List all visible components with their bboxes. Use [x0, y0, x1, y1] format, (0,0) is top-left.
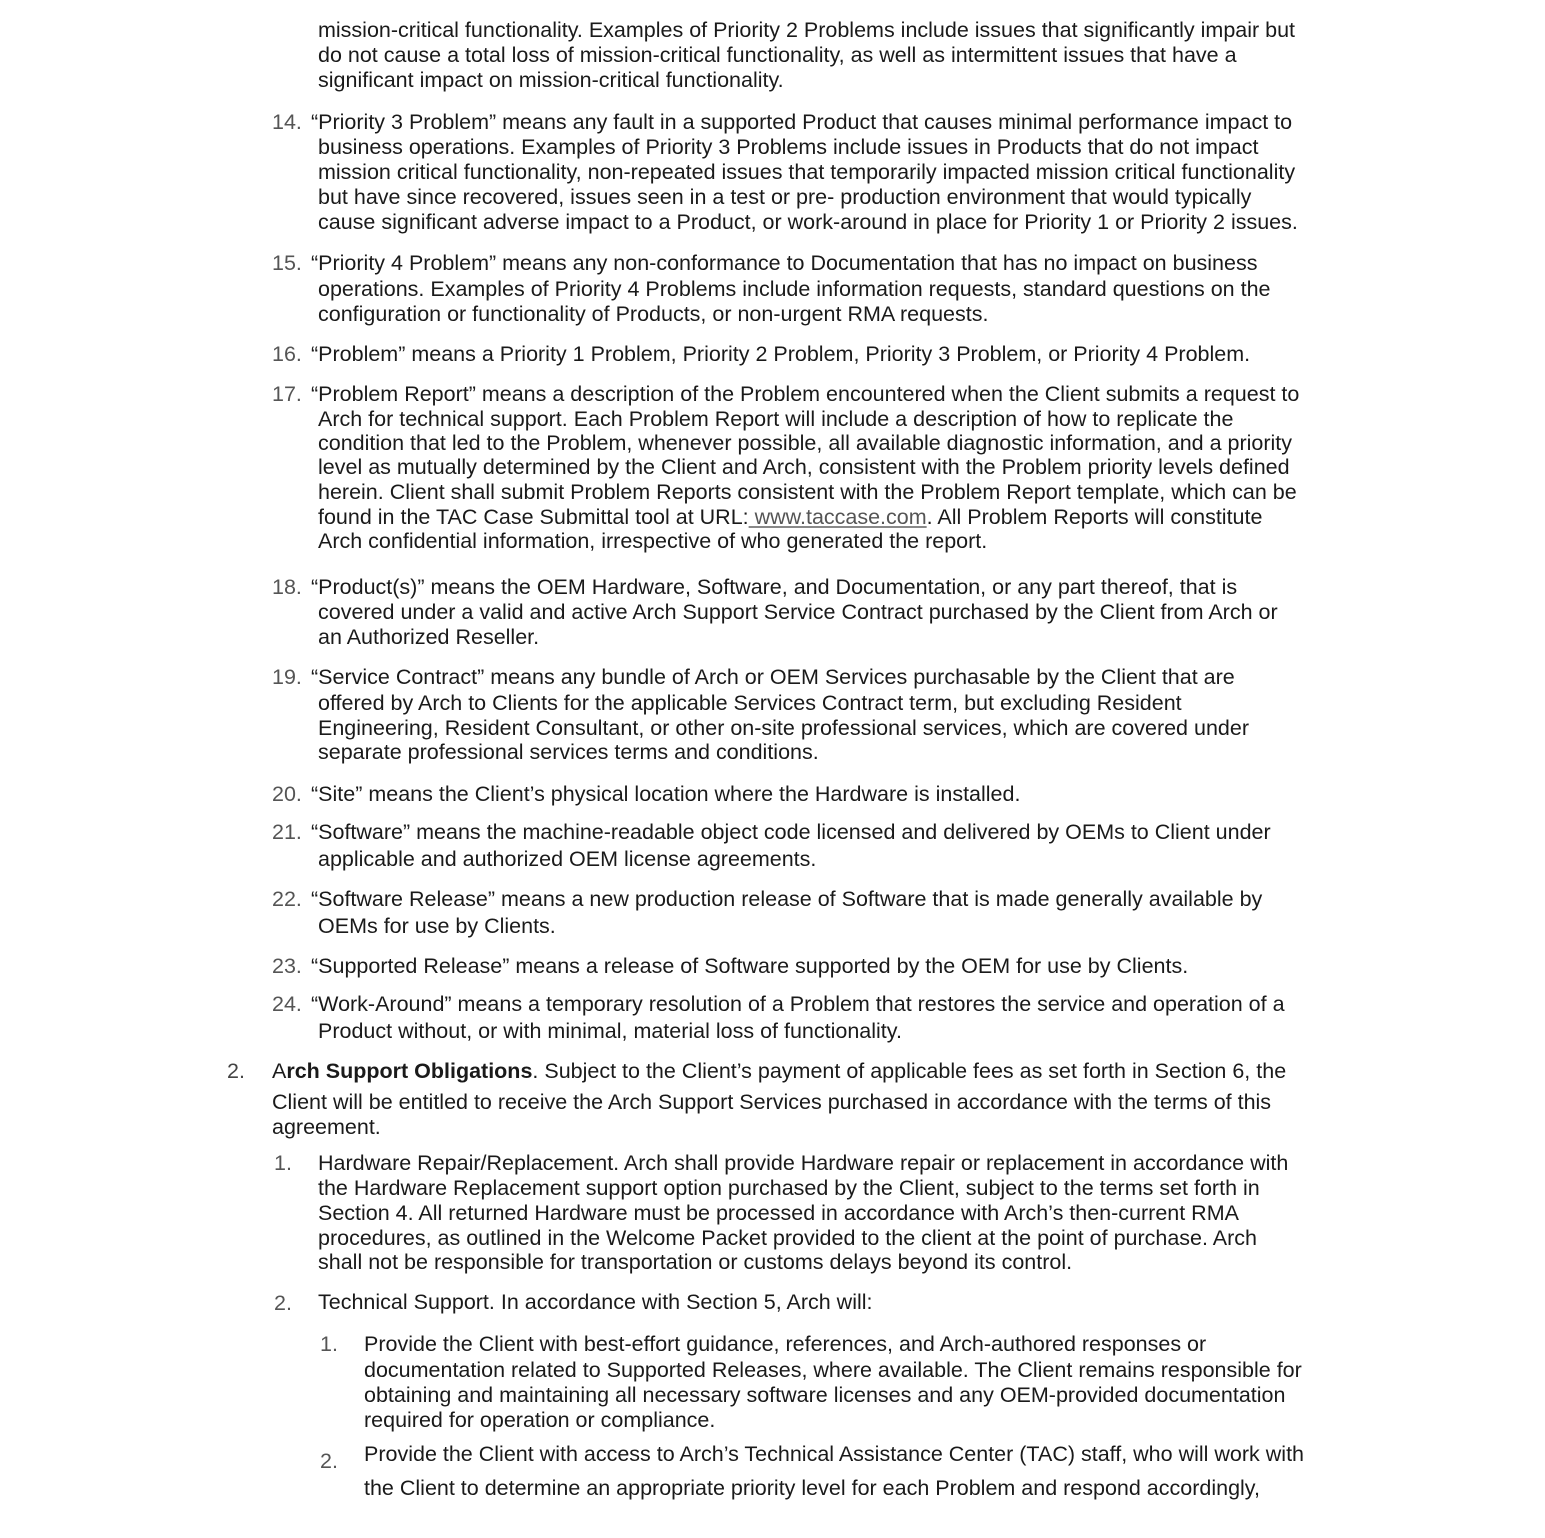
section-2-2-number: 2.	[274, 1291, 292, 1315]
item-17-line-6	[318, 505, 1262, 530]
section-2-2-line-1: Technical Support. In accordance with Section 5, Arch will:	[318, 1290, 873, 1314]
section-2-2-1-line-2: documentation related to Supported Releases, where available. The Client remains responsible for	[364, 1358, 1302, 1382]
item-19-line-4: separate professional services terms and conditions.	[318, 740, 819, 764]
item-22-number: 22.	[272, 887, 302, 911]
item-21-line-1: “Software” means the machine-readable object code licensed and delivered by OEMs to Client under	[311, 820, 1271, 844]
item-14-number: 14.	[272, 110, 302, 134]
item-17-line-4: level as mutually determined by the Client and Arch, consistent with the Problem priority levels defined	[318, 455, 1290, 479]
item-17-url-suffix: . All Problem Reports will constitute	[926, 505, 1263, 529]
item-24-line-1: “Work-Around” means a temporary resolution of a Problem that restores the service and operation of a	[311, 992, 1285, 1016]
item-18-number: 18.	[272, 575, 302, 599]
section-2-1-line-2: the Hardware Replacement support option purchased by the Client, subject to the terms set forth in	[318, 1176, 1260, 1200]
taccase-link[interactable]: www.taccase.com	[748, 505, 927, 529]
item-21-line-2: applicable and authorized OEM license agreements.	[318, 847, 817, 871]
section-2-1-line-1: Hardware Repair/Replacement. Arch shall provide Hardware repair or replacement in accordance with	[318, 1151, 1289, 1175]
item-15-line-3: configuration or functionality of Products, or non-urgent RMA requests.	[318, 302, 989, 326]
item-14-line-3: mission critical functionality, non-repeated issues that temporarily impacted mission critical functionality	[318, 160, 1296, 184]
section-2-1-number: 1.	[274, 1151, 292, 1175]
item-13-line-2: do not cause a total loss of mission-critical functionality, as well as intermittent issues that have a	[318, 43, 1237, 67]
section-2-2-1-line-4: required for operation or compliance.	[364, 1408, 716, 1432]
item-20-number: 20.	[272, 782, 302, 806]
item-22-line-1: “Software Release” means a new production release of Software that is made generally available by	[311, 887, 1263, 911]
section-2-1-line-5: shall not be responsible for transportation or customs delays beyond its control.	[318, 1250, 1073, 1274]
item-17-line-5: herein. Client shall submit Problem Reports consistent with the Problem Report template, which can be	[318, 480, 1297, 504]
section-2-line-2: Client will be entitled to receive the Arch Support Services purchased in accordance with the terms of this	[272, 1090, 1272, 1114]
item-20-line-1: “Site” means the Client’s physical location where the Hardware is installed.	[311, 782, 1021, 806]
item-17-line-2: Arch for technical support. Each Problem Report will include a description of how to replicate the	[318, 407, 1234, 431]
item-18-line-1: “Product(s)” means the OEM Hardware, Software, and Documentation, or any part thereof, that is	[311, 575, 1238, 599]
item-14-line-4: but have since recovered, issues seen in a test or pre- production environment that would typically	[318, 185, 1252, 209]
item-19-number: 19.	[272, 665, 302, 689]
section-2-line-3: agreement.	[272, 1115, 381, 1139]
item-15-line-1: “Priority 4 Problem” means any non-conformance to Documentation that has no impact on business	[311, 251, 1258, 275]
item-17-line-3: condition that led to the Problem, whenever possible, all available diagnostic information, and a priority	[318, 431, 1293, 455]
item-14-line-1: “Priority 3 Problem” means any fault in a supported Product that causes minimal performance impact to	[311, 110, 1293, 134]
section-2-first-letter: A	[272, 1059, 287, 1083]
section-2-2-2-line-1: Provide the Client with access to Arch’s Technical Assistance Center (TAC) staff, who will work with	[364, 1442, 1305, 1466]
item-17-line-1: “Problem Report” means a description of the Problem encountered when the Client submits a request to	[311, 382, 1300, 406]
item-22-line-2: OEMs for use by Clients.	[318, 914, 556, 938]
item-13-line-3: significant impact on mission-critical functionality.	[318, 68, 784, 92]
item-17-line-7: Arch confidential information, irrespective of who generated the report.	[318, 529, 988, 553]
section-2-1-line-4: procedures, as outlined in the Welcome Packet provided to the client at the point of purchase. Arch	[318, 1226, 1257, 1250]
section-2-title: rch Support Obligations	[286, 1059, 533, 1083]
section-2-2-1-line-1: Provide the Client with best-effort guidance, references, and Arch-authored responses or	[364, 1332, 1207, 1356]
item-17-number: 17.	[272, 382, 302, 406]
section-2-heading-line	[272, 1059, 1286, 1084]
item-24-line-2: Product without, or with minimal, material loss of functionality.	[318, 1019, 902, 1043]
section-2-1-line-3: Section 4. All returned Hardware must be processed in accordance with Arch’s then-current RMA	[318, 1201, 1239, 1225]
item-19-line-3: Engineering, Resident Consultant, or other on-site professional services, which are covered under	[318, 716, 1249, 740]
item-21-number: 21.	[272, 820, 302, 844]
section-2-2-2-line-2: the Client to determine an appropriate priority level for each Problem and respond accordingly,	[364, 1476, 1260, 1500]
item-17-url-prefix: found in the TAC Case Submittal tool at URL:	[318, 505, 749, 529]
item-13-line-1: mission-critical functionality. Examples of Priority 2 Problems include issues that significantly impair but	[318, 18, 1296, 42]
item-19-line-1: “Service Contract” means any bundle of Arch or OEM Services purchasable by the Client that are	[311, 665, 1235, 689]
item-15-line-2: operations. Examples of Priority 4 Problems include information requests, standard questions on the	[318, 277, 1271, 301]
item-16-number: 16.	[272, 342, 302, 366]
item-14-line-5: cause significant adverse impact to a Product, or work-around in place for Priority 1 or Priority 2 issues.	[318, 210, 1298, 234]
section-2-2-2-number: 2.	[320, 1449, 338, 1473]
section-2-number: 2.	[227, 1059, 245, 1083]
item-18-line-2: covered under a valid and active Arch Support Service Contract purchased by the Client from Arch or	[318, 600, 1278, 624]
section-2-2-1-line-3: obtaining and maintaining all necessary software licenses and any OEM-provided documentation	[364, 1383, 1286, 1407]
item-18-line-3: an Authorized Reseller.	[318, 625, 540, 649]
item-23-number: 23.	[272, 954, 302, 978]
section-2-2-1-number: 1.	[320, 1332, 338, 1356]
item-16-line-1: “Problem” means a Priority 1 Problem, Priority 2 Problem, Priority 3 Problem, or Priority 4 Problem.	[311, 342, 1251, 366]
item-19-line-2: offered by Arch to Clients for the applicable Services Contract term, but excluding Resident	[318, 691, 1182, 715]
item-24-number: 24.	[272, 992, 302, 1016]
item-14-line-2: business operations. Examples of Priority 3 Problems include issues in Products that do not impact	[318, 135, 1259, 159]
section-2-title-rest: . Subject to the Client’s payment of applicable fees as set forth in Section 6, the	[532, 1059, 1287, 1083]
item-15-number: 15.	[272, 251, 302, 275]
item-23-line-1: “Supported Release” means a release of Software supported by the OEM for use by Clients.	[311, 954, 1189, 978]
